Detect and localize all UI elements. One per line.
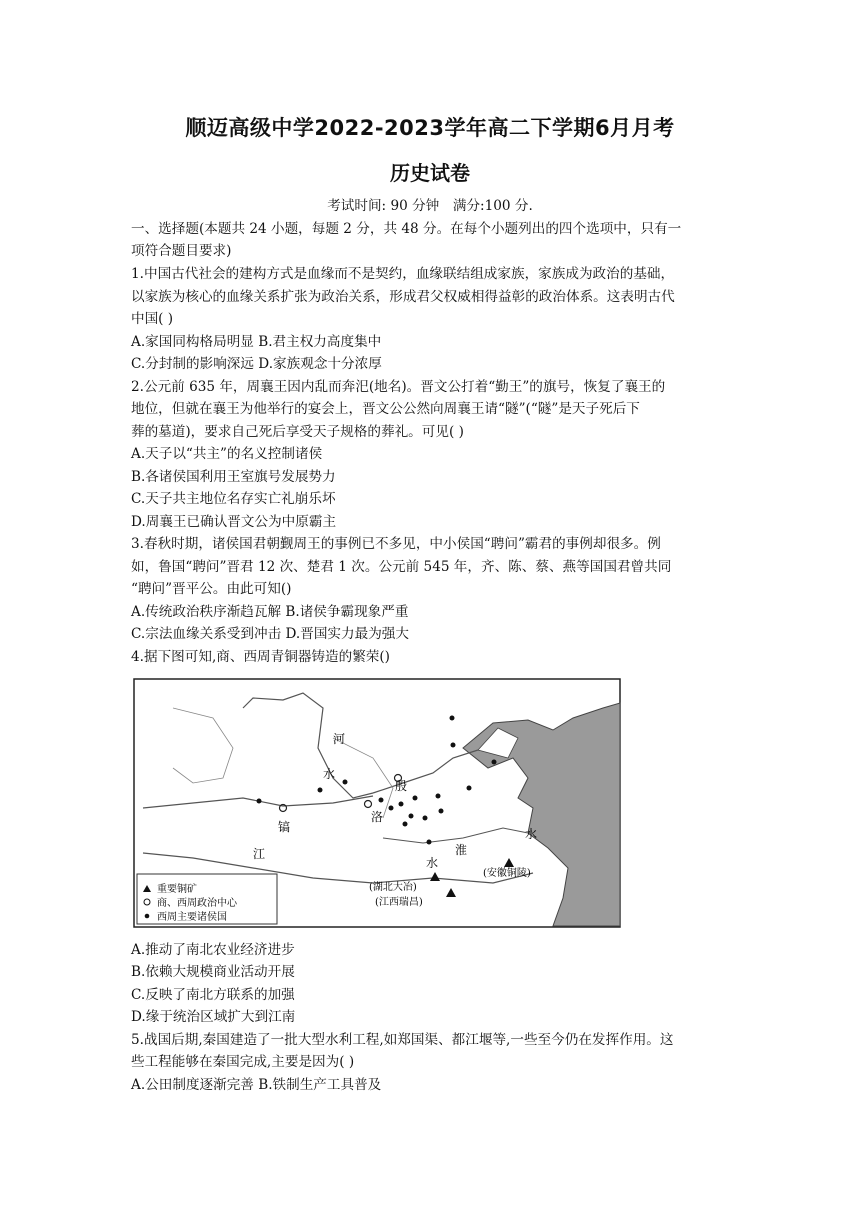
exam-info: 考试时间: 90 分钟 满分:100 分. [327,198,533,214]
option-line: B.依赖大规模商业活动开展 [131,964,295,980]
option-line: A.家国同构格局明显 B.君主权力高度集中 [131,334,382,350]
text-line: 1.中国古代社会的建构方式是血缘而不是契约，血缘联结组成家族，家族成为政治的基础， [131,266,675,282]
vassal-state-dot [413,796,418,801]
map-label-anhui: (安徽铜陵) [483,868,531,879]
text-line: 如，鲁国“聘问”晋君 12 次、楚君 1 次。公元前 545 年，齐、陈、蔡、燕等国国君曾共同 [131,559,672,575]
map-label-jiang: 江 [253,847,266,861]
vassal-state-dot [399,802,404,807]
map-label-luo: 洛 [371,810,384,824]
map-label-jiangxi: (江西瑞昌) [375,897,423,908]
text-line: 葬的墓道)，要求自己死后享受天子规格的葬礼。可见( ) [131,424,464,440]
vassal-state-dot [389,806,394,811]
text-line: 些工程能够在秦国完成,主要是因为( ) [131,1054,355,1070]
vassal-state-dot [318,788,323,793]
map-label-hao: 镐 [278,820,291,834]
text-line: 一、选择题(本题共 24 小题，每题 2 分，共 48 分。在每个小题列出的四个选项中，只有一 [131,221,682,237]
option-line: D.缘于统治区域扩大到江南 [131,1009,296,1025]
vassal-state-dot [403,822,408,827]
vassal-state-dot [467,786,472,791]
map-label-shui: 水 [323,767,336,781]
option-line: A.传统政治秩序渐趋瓦解 B.诸侯争霸现象严重 [131,604,409,620]
legend-state-symbol [145,914,150,919]
map-label-he: 河 [333,732,346,746]
vassal-state-dot [257,799,262,804]
text-line: 以家族为核心的血缘关系扩张为政治关系，形成君父权威相得益彰的政治体系。这表明古代 [131,289,675,305]
option-line: A.推动了南北农业经济进步 [131,942,295,958]
legend-state-label: 西周主要诸侯国 [157,912,227,923]
vassal-state-dot [451,743,456,748]
text-line: 5.战国后期,秦国建造了一批大型水利工程,如郑国渠、都江堰等,一些至今仍在发挥作用。这 [131,1032,674,1048]
map-label-huai: 淮 [455,843,468,857]
option-line: B.各诸侯国利用王室旗号发展势力 [131,469,336,485]
map-label-hubei: (湖北大冶) [369,882,417,893]
text-line: 2.公元前 635 年，周襄王因内乱而奔汜(地名)。晋文公打着“勤王”的旗号，恢复了襄王的 [131,379,666,395]
exam-subject: 历史试卷 [390,161,470,185]
vassal-state-dot [492,760,497,765]
text-line: 中国( ) [131,311,174,327]
text-line: 项符合题目要求) [131,243,232,259]
option-line: A.公田制度逐渐完善 B.铁制生产工具普及 [131,1077,382,1093]
option-line: C.天子共主地位名存实亡礼崩乐坏 [131,491,336,507]
exam-title: 顺迈高级中学2022-2023学年高二下学期6月月考 [185,116,675,140]
text-line: 4.据下图可知,商、西周青铜器铸造的繁荣() [131,649,390,665]
vassal-state-dot [450,716,455,721]
vassal-state-dot [409,814,414,819]
text-line: 地位，但就在襄王为他举行的宴会上，晋文公公然向周襄王请“隧”(“隧”是天子死后下 [131,401,640,417]
option-line: C.分封制的影响深远 D.家族观念十分浓厚 [131,356,382,372]
vassal-state-dot [343,780,348,785]
legend-center-label: 商、西周政治中心 [157,898,237,909]
map-label-shui: 水 [525,827,538,841]
vassal-state-dot [427,840,432,845]
option-line: D.周襄王已确认晋文公为中原霸主 [131,514,337,530]
vassal-state-dot [423,816,428,821]
vassal-state-dot [436,794,441,799]
legend-mine-label: 重要铜矿 [157,884,197,895]
bronze-map [133,678,621,928]
option-line: C.反映了南北方联系的加强 [131,987,295,1003]
text-line: “聘问”晋平公。由此可知() [131,581,292,597]
text-line: 3.春秋时期，诸侯国君朝觐周王的事例已不多见，中小侯国“聘问”霸君的事例却很多。例 [131,536,661,552]
vassal-state-dot [379,798,384,803]
option-line: A.天子以“共主”的名义控制诸侯 [131,446,323,462]
map-label-yin: 殷 [395,779,408,793]
vassal-state-dot [439,809,444,814]
map-label-shui: 水 [426,856,439,870]
option-line: C.宗法血缘关系受到冲击 D.晋国实力最为强大 [131,626,409,642]
